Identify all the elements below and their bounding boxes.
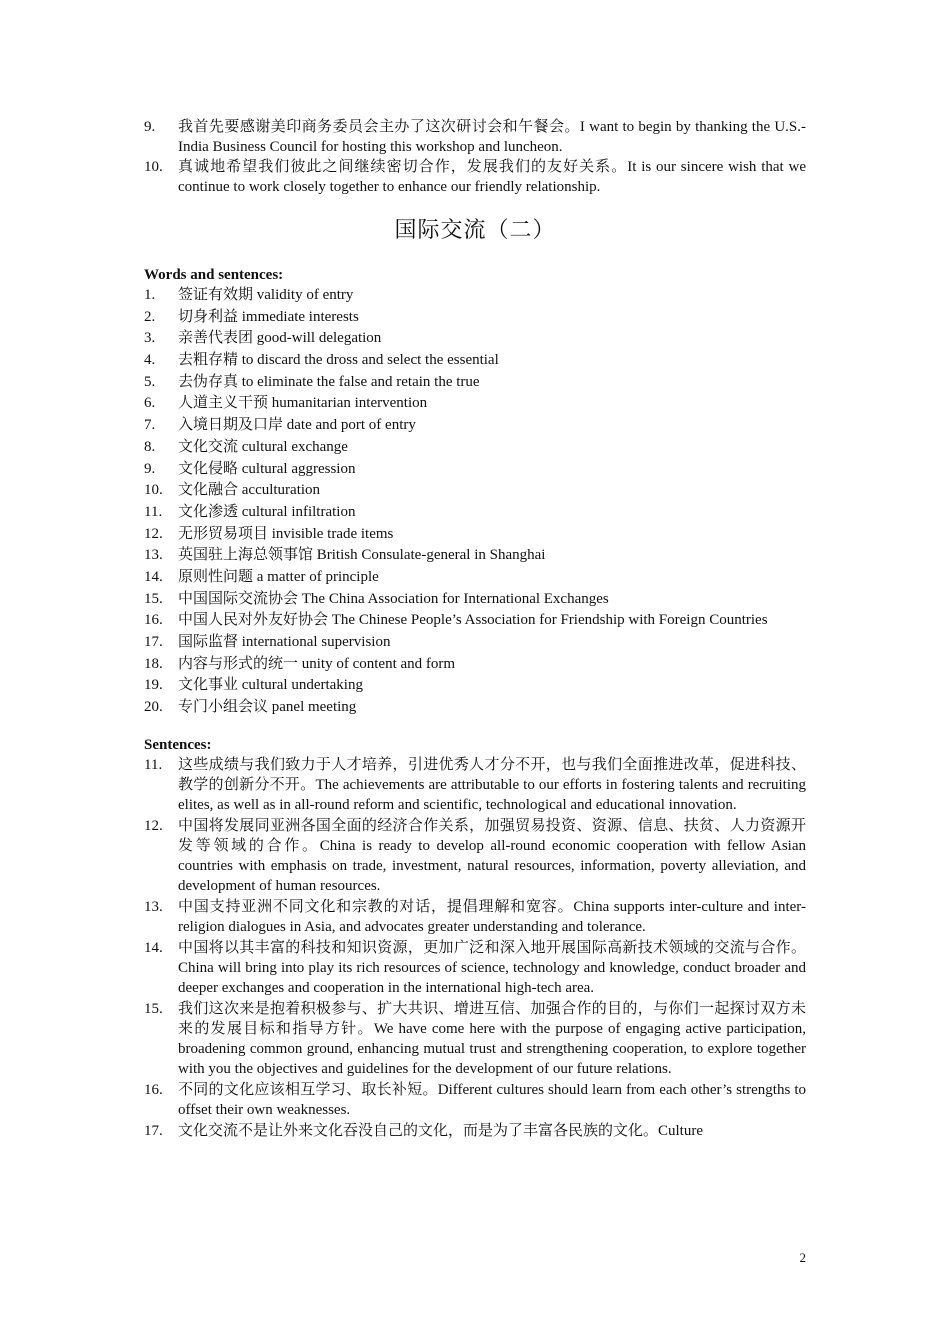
list-item bbox=[144, 654, 806, 674]
continued-sentence-list bbox=[144, 117, 806, 197]
document-page bbox=[144, 117, 806, 1142]
list-item bbox=[144, 675, 806, 695]
item-text: 文化事业 cultural undertaking bbox=[178, 677, 363, 694]
list-item bbox=[144, 524, 806, 544]
item-text: 亲善代表团 good-will delegation bbox=[178, 330, 382, 347]
item-text: 这些成绩与我们致力于人才培养，引进优秀人才分不开，也与我们全面推进改革，促进科技、教学的创新分不开。The achievements are attributable to our efforts in fostering talents and recruiting elites, as well as in all-round reform and scientific, technological and educational innovation. bbox=[178, 757, 806, 814]
item-number: 15. bbox=[144, 590, 163, 607]
item-number: 17. bbox=[144, 634, 163, 650]
item-number: 11. bbox=[144, 757, 163, 774]
item-number: 5. bbox=[144, 373, 156, 390]
item-text: 入境日期及口岸 date and port of entry bbox=[178, 417, 416, 434]
item-text: 文化融合 acculturation bbox=[178, 482, 321, 499]
list-item bbox=[144, 157, 806, 197]
item-number: 9. bbox=[144, 460, 156, 477]
item-text: 去伪存真 to eliminate the false and retain the true bbox=[178, 373, 480, 390]
item-number: 7. bbox=[144, 417, 156, 434]
item-text: 文化交流不是让外来文化吞没自己的文化，而是为了丰富各民族的文化。Culture bbox=[178, 1123, 703, 1140]
item-text: 我们这次来是抱着积极参与、扩大共识、增进互信、加强合作的目的，与你们一起探讨双方未来的发展目标和指导方针。We have come here with the purpose of engaging active participation, broadening common ground, enhancing mutual trust and strengthening cooperation, to explore together with you the objectives and guidelines for the development of our future relations. bbox=[178, 1001, 806, 1078]
item-number: 13. bbox=[144, 899, 163, 916]
item-number: 9. bbox=[144, 119, 156, 135]
item-number: 13. bbox=[144, 547, 163, 564]
item-number: 4. bbox=[144, 352, 156, 369]
sentence-list bbox=[144, 755, 806, 1141]
item-text: 英国驻上海总领事馆 British Consulate-general in Shanghai bbox=[178, 547, 546, 564]
list-item bbox=[144, 589, 806, 609]
item-number: 12. bbox=[144, 818, 163, 835]
item-number: 10. bbox=[144, 159, 163, 175]
list-item bbox=[144, 1121, 806, 1141]
list-item bbox=[144, 567, 806, 587]
list-item bbox=[144, 610, 806, 630]
item-text: 中国将以其丰富的科技和知识资源，更加广泛和深入地开展国际高新技术领域的交流与合作。China will bring into play its rich resources of science, technology and knowledge, conduct broader and deeper exchanges and cooperation in the international high-tech area. bbox=[178, 940, 806, 997]
list-item bbox=[144, 697, 806, 717]
item-number: 17. bbox=[144, 1123, 163, 1140]
list-item bbox=[144, 816, 806, 896]
item-number: 16. bbox=[144, 612, 163, 629]
list-item bbox=[144, 117, 806, 157]
item-number: 8. bbox=[144, 438, 156, 455]
item-text: 中国将发展同亚洲各国全面的经济合作关系，加强贸易投资、资源、信息、扶贫、人力资源开发等领域的合作。China is ready to develop all-round economic cooperation with fellow Asian countries with emphasis on trade, investment, natural resources, information, poverty alleviation, and development of human resources. bbox=[178, 818, 806, 895]
item-number: 2. bbox=[144, 308, 156, 325]
item-number: 10. bbox=[144, 482, 163, 499]
item-text: 文化交流 cultural exchange bbox=[178, 438, 348, 455]
list-item bbox=[144, 1080, 806, 1120]
item-text: 去粗存精 to discard the dross and select the essential bbox=[178, 352, 499, 369]
list-item bbox=[144, 938, 806, 998]
page-number: 2 bbox=[799, 1250, 806, 1265]
item-text: 中国国际交流协会 The China Association for International Exchanges bbox=[178, 590, 609, 607]
item-number: 3. bbox=[144, 330, 156, 347]
item-text: 专门小组会议 panel meeting bbox=[178, 699, 357, 716]
vocabulary-list bbox=[144, 285, 806, 717]
list-item bbox=[144, 307, 806, 327]
item-text: 中国人民对外友好协会 The Chinese People’s Association for Friendship with Foreign Countries bbox=[178, 612, 768, 629]
list-item bbox=[144, 415, 806, 435]
item-number: 16. bbox=[144, 1082, 163, 1099]
item-text: 内容与形式的统一 unity of content and form bbox=[178, 655, 456, 672]
item-text: 我首先要感谢美印商务委员会主办了这次研讨会和午餐会。I want to begin by thanking the U.S.-India Business Council for hosting this workshop and luncheon. bbox=[178, 119, 806, 155]
list-item bbox=[144, 459, 806, 479]
list-item bbox=[144, 545, 806, 565]
item-number: 14. bbox=[144, 568, 163, 585]
item-number: 14. bbox=[144, 940, 163, 957]
item-number: 6. bbox=[144, 395, 156, 412]
item-number: 1. bbox=[144, 287, 156, 303]
list-item bbox=[144, 372, 806, 392]
item-number: 12. bbox=[144, 525, 163, 542]
item-text: 真诚地希望我们彼此之间继续密切合作，发展我们的友好关系。It is our sincere wish that we continue to work closely together to enhance our friendly relationship. bbox=[178, 159, 806, 195]
list-item bbox=[144, 999, 806, 1079]
item-number: 20. bbox=[144, 699, 163, 716]
item-text: 文化侵略 cultural aggression bbox=[178, 460, 356, 477]
list-item bbox=[144, 285, 806, 305]
item-number: 19. bbox=[144, 677, 163, 694]
list-item bbox=[144, 350, 806, 370]
list-item bbox=[144, 632, 806, 652]
list-item bbox=[144, 393, 806, 413]
list-item bbox=[144, 502, 806, 522]
item-number: 11. bbox=[144, 503, 163, 520]
section-title: 国际交流（二） bbox=[394, 217, 556, 242]
item-text: 不同的文化应该相互学习、取长补短。Different cultures should learn from each other’s strengths to offset their own weaknesses. bbox=[178, 1082, 806, 1119]
item-text: 切身利益 immediate interests bbox=[178, 308, 359, 325]
words-heading: Words and sentences: bbox=[144, 267, 284, 283]
item-text: 无形贸易项目 invisible trade items bbox=[178, 525, 394, 542]
item-text: 国际监督 international supervision bbox=[178, 634, 391, 650]
list-item bbox=[144, 755, 806, 815]
list-item bbox=[144, 437, 806, 457]
item-text: 人道主义干预 humanitarian intervention bbox=[178, 395, 428, 412]
sentences-heading: Sentences: bbox=[144, 737, 212, 754]
item-number: 18. bbox=[144, 655, 163, 672]
list-item bbox=[144, 480, 806, 500]
list-item bbox=[144, 328, 806, 348]
item-text: 签证有效期 validity of entry bbox=[178, 287, 354, 303]
item-number: 15. bbox=[144, 1001, 163, 1018]
item-text: 原则性问题 a matter of principle bbox=[178, 568, 379, 585]
list-item bbox=[144, 897, 806, 937]
item-text: 中国支持亚洲不同文化和宗教的对话，提倡理解和宽容。China supports inter-culture and inter-religion dialogues in Asia, and advocates greater understanding and tolerance. bbox=[178, 899, 806, 936]
item-text: 文化渗透 cultural infiltration bbox=[178, 503, 356, 520]
